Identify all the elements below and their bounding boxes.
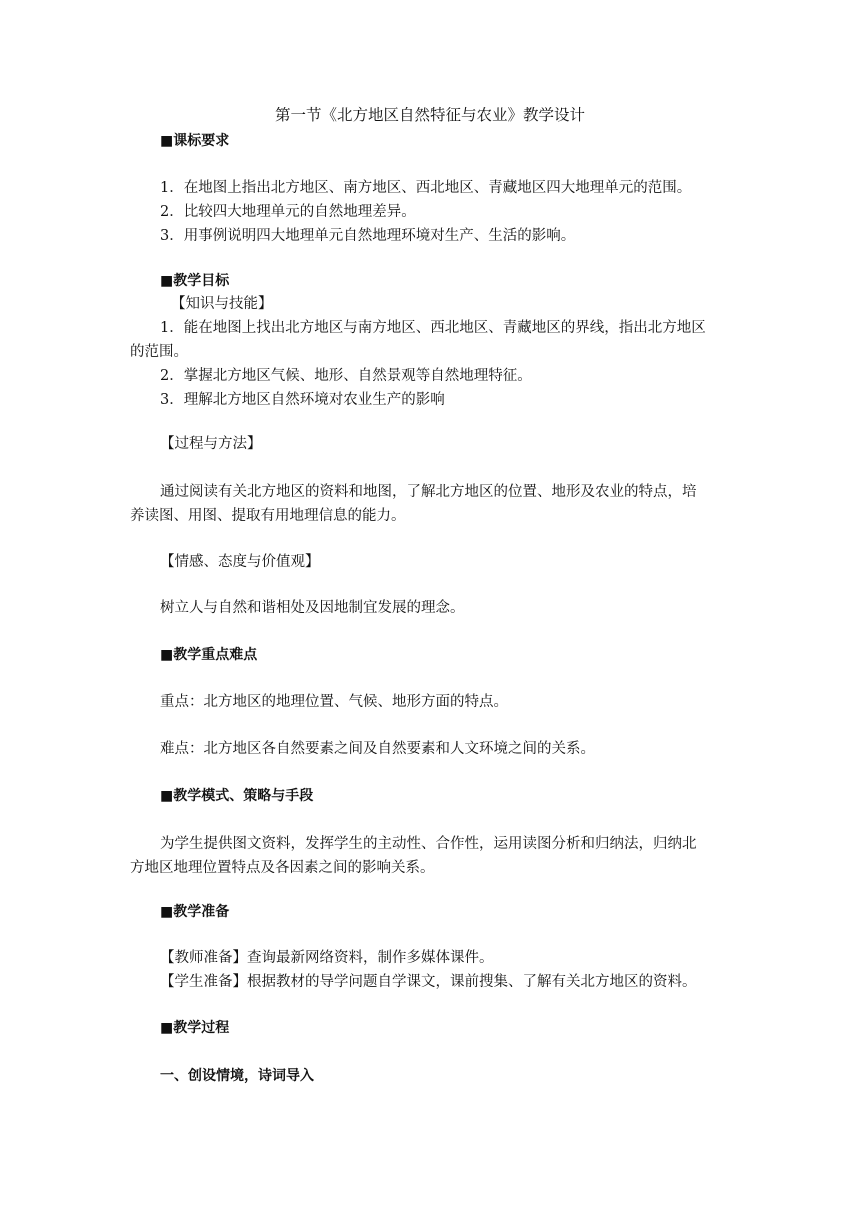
student-preparation: 【学生准备】根据教材的导学问题自学课文，课前搜集、了解有关北方地区的资料。 [160,974,697,990]
goals-heading: ■教学目标 [160,273,230,289]
mode-text: 为学生提供图文资料，发挥学生的主动性、合作性，运用读图分析和归纳法，归纳北方地区地理位置特点及各因素之间的影响关系。 [130,836,697,876]
document-title: 第一节《北方地区自然特征与农业》教学设计 [274,106,585,124]
curriculum-item: 1．在地图上指出北方地区、南方地区、西北地区、青藏地区四大地理单元的范围。 [160,180,692,196]
difficulty-text: 难点：北方地区各自然要素之间及自然要素和人文环境之间的关系。 [160,741,595,757]
process-method-text: 通过阅读有关北方地区的资料和地图，了解北方地区的位置、地形及农业的特点，培养读图、用图、提取有用地理信息的能力。 [130,484,697,524]
mode-heading: ■教学模式、策略与手段 [160,788,314,804]
process-heading: ■教学过程 [160,1020,230,1036]
teacher-preparation: 【教师准备】查询最新网络资料，制作多媒体课件。 [160,950,494,966]
key-points-heading: ■教学重点难点 [160,647,258,663]
knowledge-item: 的范围。 [130,344,188,360]
knowledge-item: 1．能在地图上找出北方地区与南方地区、西北地区、青藏地区的界线，指出北方地区 [160,320,706,336]
knowledge-item: 2．掌握北方地区气候、地形、自然景观等自然地理特征。 [160,368,532,384]
curriculum-heading: ■课标要求 [160,133,230,149]
attitude-text: 树立人与自然和谐相处及因地制宜发展的理念。 [160,600,465,616]
curriculum-item: 3．用事例说明四大地理单元自然地理环境对生产、生活的影响。 [160,228,576,244]
knowledge-item: 3．理解北方地区自然环境对农业生产的影响 [160,392,445,408]
attitude-heading: 【情感、态度与价值观】 [160,554,320,570]
knowledge-heading: 【知识与技能】 [171,296,273,312]
preparation-heading: ■教学准备 [160,904,230,920]
process-step-1: 一、创设情境，诗词导入 [160,1068,314,1084]
process-method-heading: 【过程与方法】 [160,436,262,452]
focus-text: 重点：北方地区的地理位置、气候、地形方面的特点。 [160,694,508,710]
curriculum-item: 2．比较四大地理单元的自然地理差异。 [160,204,416,220]
